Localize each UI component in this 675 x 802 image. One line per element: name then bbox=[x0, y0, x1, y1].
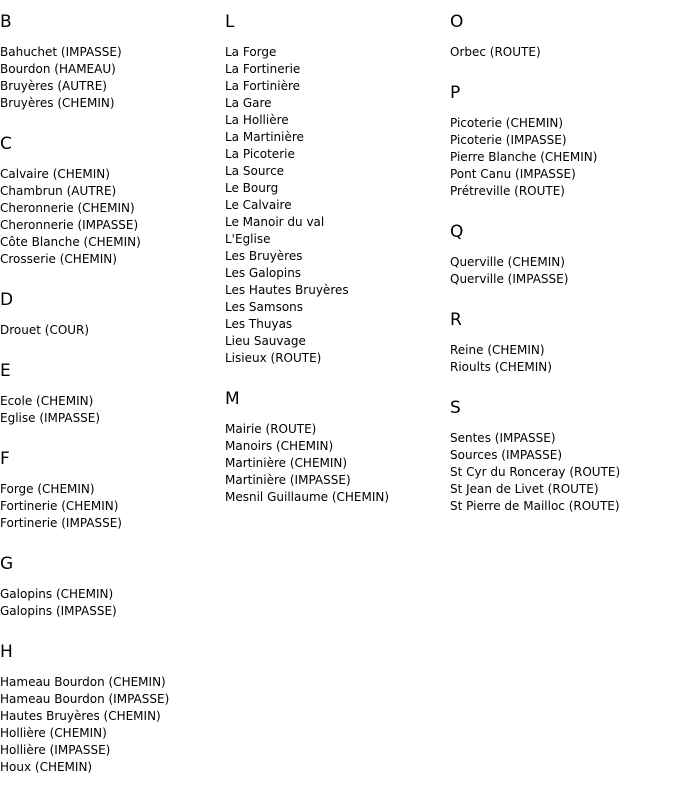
street-name: La Martinière bbox=[225, 130, 304, 144]
street-list bbox=[225, 44, 450, 367]
street-name: Picoterie (IMPASSE) bbox=[450, 133, 567, 147]
street-name: La Source bbox=[225, 164, 285, 178]
street-name: Hameau Bourdon (IMPASSE) bbox=[0, 692, 170, 706]
street-name: Les Hautes Bruyères bbox=[225, 283, 349, 297]
section-letter-heading: R bbox=[450, 310, 462, 330]
street-name: Ecole (CHEMIN) bbox=[0, 394, 94, 408]
street-name: Les Samsons bbox=[225, 300, 304, 314]
street-name: Les Galopins bbox=[225, 266, 302, 280]
street-name: Cheronnerie (IMPASSE) bbox=[0, 218, 139, 232]
street-name: Pont Canu (IMPASSE) bbox=[450, 167, 576, 181]
street-name: Cheronnerie (CHEMIN) bbox=[0, 201, 135, 215]
street-name: L'Eglise bbox=[225, 232, 271, 246]
street-name: La Hollière bbox=[225, 113, 289, 127]
street-name: Martinière (CHEMIN) bbox=[225, 456, 348, 470]
street-name: Bahuchet (IMPASSE) bbox=[0, 45, 122, 59]
street-name: Hautes Bruyères (CHEMIN) bbox=[0, 709, 161, 723]
street-list bbox=[0, 393, 225, 427]
street-name: Hameau Bourdon (CHEMIN) bbox=[0, 675, 166, 689]
street-name: Côte Blanche (CHEMIN) bbox=[0, 235, 141, 249]
street-name: Hollière (IMPASSE) bbox=[0, 743, 111, 757]
street-list bbox=[450, 115, 675, 200]
street-list bbox=[450, 44, 675, 61]
letter-section bbox=[225, 389, 450, 506]
street-name: Rioults (CHEMIN) bbox=[450, 360, 552, 374]
letter-section bbox=[0, 361, 225, 427]
street-name: Bourdon (HAMEAU) bbox=[0, 62, 116, 76]
street-name: Orbec (ROUTE) bbox=[450, 45, 541, 59]
street-name: Le Calvaire bbox=[225, 198, 292, 212]
section-letter-heading: B bbox=[0, 12, 12, 32]
letter-section bbox=[450, 83, 675, 200]
street-name: Manoirs (CHEMIN) bbox=[225, 439, 334, 453]
street-name: Chambrun (AUTRE) bbox=[0, 184, 117, 198]
street-name: St Pierre de Mailloc (ROUTE) bbox=[450, 499, 620, 513]
street-list bbox=[0, 586, 225, 620]
street-name: Querville (CHEMIN) bbox=[450, 255, 565, 269]
section-letter-heading: M bbox=[225, 389, 240, 409]
letter-section bbox=[0, 134, 225, 268]
letter-section bbox=[0, 642, 225, 776]
street-name: Lieu Sauvage bbox=[225, 334, 306, 348]
street-name: Querville (IMPASSE) bbox=[450, 272, 569, 286]
street-name: Sentes (IMPASSE) bbox=[450, 431, 556, 445]
street-name: Fortinerie (CHEMIN) bbox=[0, 499, 119, 513]
street-name: Houx (CHEMIN) bbox=[0, 760, 93, 774]
street-list bbox=[0, 322, 225, 339]
street-name: La Fortinerie bbox=[225, 62, 301, 76]
section-letter-heading: D bbox=[0, 290, 14, 310]
index-column-2 bbox=[225, 0, 450, 506]
street-list bbox=[450, 342, 675, 376]
street-name: Galopins (CHEMIN) bbox=[0, 587, 114, 601]
street-name: Prétreville (ROUTE) bbox=[450, 184, 565, 198]
street-name: Mesnil Guillaume (CHEMIN) bbox=[225, 490, 390, 504]
street-name: Mairie (ROUTE) bbox=[225, 422, 317, 436]
street-name: Les Bruyères bbox=[225, 249, 303, 263]
section-letter-heading: L bbox=[225, 12, 235, 32]
street-name: La Fortinière bbox=[225, 79, 301, 93]
street-list bbox=[0, 166, 225, 268]
street-name: Le Manoir du val bbox=[225, 215, 325, 229]
street-name: Galopins (IMPASSE) bbox=[0, 604, 117, 618]
street-list bbox=[0, 44, 225, 112]
letter-section bbox=[450, 310, 675, 376]
index-column-1 bbox=[0, 0, 225, 776]
section-letter-heading: P bbox=[450, 83, 461, 103]
index-column-3 bbox=[450, 0, 675, 515]
section-letter-heading: O bbox=[450, 12, 464, 32]
street-list bbox=[225, 421, 450, 506]
street-name: Drouet (COUR) bbox=[0, 323, 90, 337]
section-letter-heading: G bbox=[0, 554, 14, 574]
street-name: Bruyères (AUTRE) bbox=[0, 79, 107, 93]
street-name: Calvaire (CHEMIN) bbox=[0, 167, 110, 181]
letter-section bbox=[0, 12, 225, 112]
street-name: La Gare bbox=[225, 96, 272, 110]
street-name: Martinière (IMPASSE) bbox=[225, 473, 351, 487]
street-name: Pierre Blanche (CHEMIN) bbox=[450, 150, 598, 164]
street-name: St Cyr du Ronceray (ROUTE) bbox=[450, 465, 621, 479]
street-name: La Forge bbox=[225, 45, 277, 59]
letter-section bbox=[0, 290, 225, 339]
street-list bbox=[450, 254, 675, 288]
letter-section bbox=[225, 12, 450, 367]
street-list bbox=[0, 674, 225, 776]
letter-section bbox=[450, 12, 675, 61]
section-letter-heading: H bbox=[0, 642, 13, 662]
street-name: Sources (IMPASSE) bbox=[450, 448, 563, 462]
section-letter-heading: E bbox=[0, 361, 11, 381]
section-letter-heading: Q bbox=[450, 222, 464, 242]
letter-section bbox=[450, 222, 675, 288]
street-list bbox=[450, 430, 675, 515]
street-name: Eglise (IMPASSE) bbox=[0, 411, 101, 425]
letter-section bbox=[0, 554, 225, 620]
section-letter-heading: C bbox=[0, 134, 12, 154]
street-name: Fortinerie (IMPASSE) bbox=[0, 516, 122, 530]
section-letter-heading: F bbox=[0, 449, 10, 469]
street-name: Picoterie (CHEMIN) bbox=[450, 116, 564, 130]
street-name: Le Bourg bbox=[225, 181, 279, 195]
street-name: Crosserie (CHEMIN) bbox=[0, 252, 117, 266]
street-name: Bruyères (CHEMIN) bbox=[0, 96, 115, 110]
street-name: St Jean de Livet (ROUTE) bbox=[450, 482, 599, 496]
street-name: Hollière (CHEMIN) bbox=[0, 726, 107, 740]
letter-section bbox=[450, 398, 675, 515]
street-list bbox=[0, 481, 225, 532]
street-name: Les Thuyas bbox=[225, 317, 293, 331]
letter-section bbox=[0, 449, 225, 532]
section-letter-heading: S bbox=[450, 398, 461, 418]
street-name: Reine (CHEMIN) bbox=[450, 343, 545, 357]
street-name: La Picoterie bbox=[225, 147, 295, 161]
street-name: Forge (CHEMIN) bbox=[0, 482, 95, 496]
street-name: Lisieux (ROUTE) bbox=[225, 351, 322, 365]
